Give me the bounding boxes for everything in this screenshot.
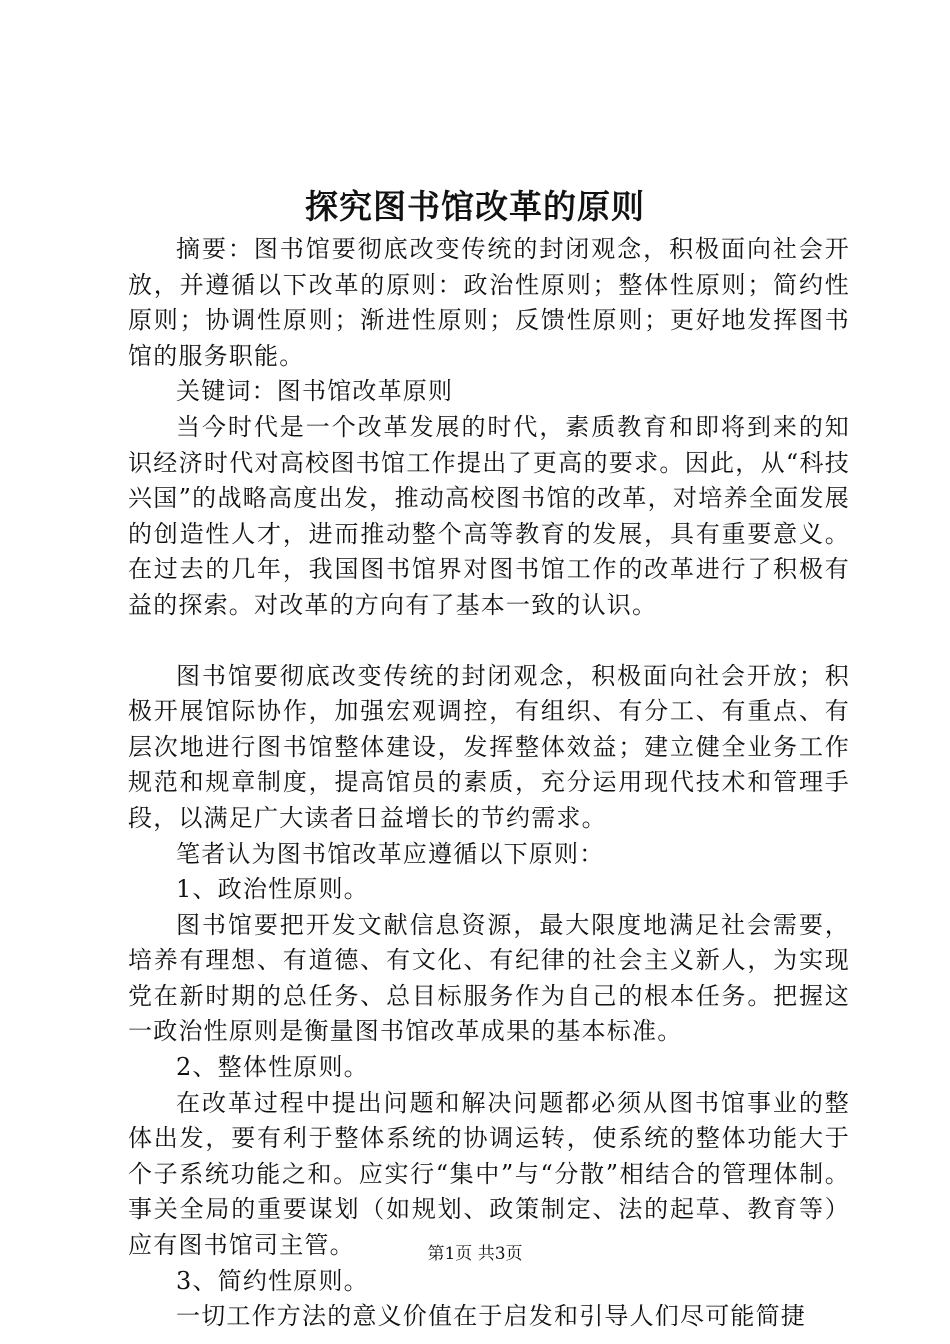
body-paragraph: 笔者认为图书馆改革应遵循以下原则：	[176, 839, 605, 868]
section-heading: 1、政治性原则。	[176, 875, 369, 904]
page-footer: 第1页 共3页	[427, 1244, 523, 1264]
section-heading: 2、整体性原则。	[176, 1053, 369, 1082]
document-title: 探究图书馆改革的原则	[305, 187, 645, 226]
body-paragraph: 图书馆要把开发文献信息资源，最大限度地满足社会需要，培养有理想、有道德、有文化、有纪律的社会主义新人，为实现党在新时期的总任务、总目标服务作为自己的根本任务。把握这一政治性原则是衡量图书馆改革成果的基本标准。	[128, 910, 850, 1046]
body-paragraph: 当今时代是一个改革发展的时代，素质教育和即将到来的知识经济时代对高校图书馆工作提出了更高的要求。因此，从“科技兴国”的战略高度出发，推动高校图书馆的改革，对培养全面发展的创造性人才，进而推动整个高等教育的发展，具有重要意义。在过去的几年，我国图书馆界对图书馆工作的改革进行了积极有益的探索。对改革的方向有了基本一致的认识。	[128, 412, 850, 619]
keywords-paragraph: 关键词：图书馆改革原则	[176, 377, 454, 406]
body-paragraph: 图书馆要彻底改变传统的封闭观念，积极面向社会开放；积极开展馆际协作，加强宏观调控，有组织、有分工、有重点、有层次地进行图书馆整体建设，发挥整体效益；建立健全业务工作规范和规章制度，提高馆员的素质，充分运用现代技术和管理手段，以满足广大读者日益增长的节约需求。	[128, 661, 850, 832]
document-body	[128, 232, 850, 1335]
section-heading: 3、简约性原则。	[176, 1266, 369, 1295]
body-paragraph: 一切工作方法的意义价值在于启发和引导人们尽可能简捷	[176, 1302, 806, 1331]
body-paragraph: 在改革过程中提出问题和解决问题都必须从图书馆事业的整体出发，要有利于整体系统的协调运转，使系统的整体功能大于个子系统功能之和。应实行“集中”与“分散”相结合的管理体制。事关全局的重要谋划（如规划、政策制定、法的起草、教育等）应有图书馆司主管。	[128, 1088, 850, 1260]
abstract-paragraph: 摘要：图书馆要彻底改变传统的封闭观念，积极面向社会开放，并遵循以下改革的原则：政治性原则；整体性原则；简约性原则；协调性原则；渐进性原则；反馈性原则；更好地发挥图书馆的服务职能。	[128, 235, 850, 370]
